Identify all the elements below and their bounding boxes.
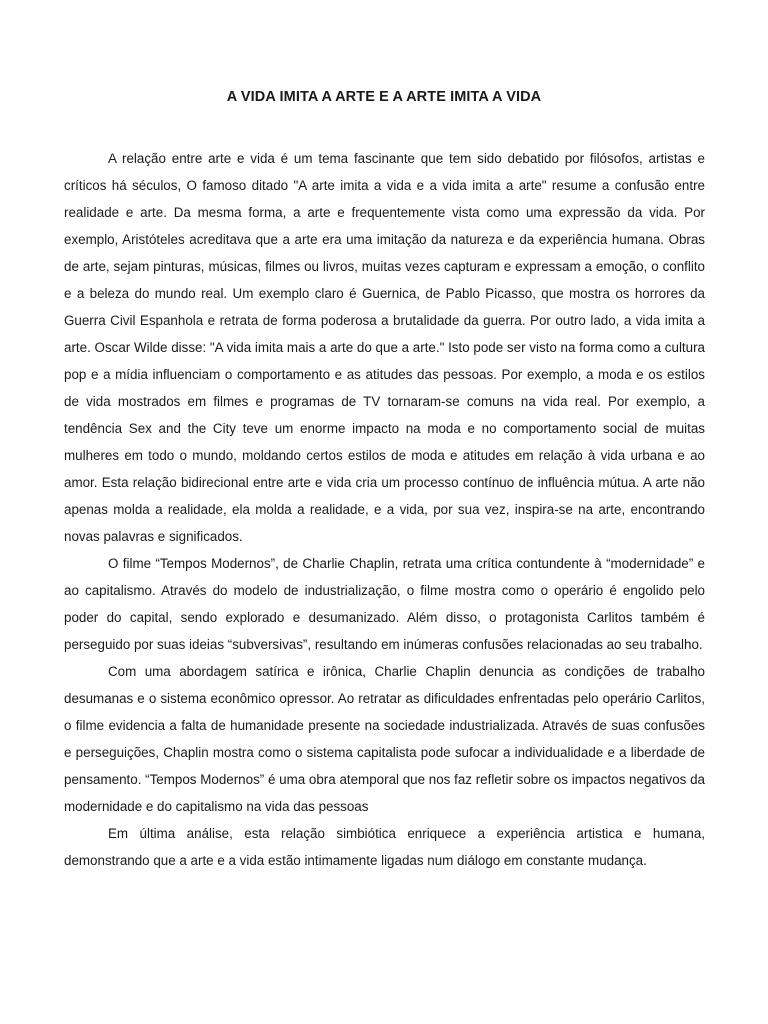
document-title: A VIDA IMITA A ARTE E A ARTE IMITA A VIDA [226,89,542,105]
paragraph-4: Em última análise, esta relação simbiótica enriquece a experiência artistica e humana, demonstrando que a arte e a vida estão intimamente ligadas num diálogo em constante mudança. [64,826,705,868]
paragraph-2: O filme “Tempos Modernos”, de Charlie Chaplin, retrata uma crítica contundente à “modernidade” e ao capitalismo. Através do modelo de industrialização, o filme mostra como o operário é engolido pelo poder do capital, sendo explorado e desumanizado. Além disso, o protagonista Carlitos também é perseguido por suas ideias “subversivas”, resultando em inúmeras confusões relacionadas ao seu trabalho. [64,556,705,652]
paragraph-3: Com uma abordagem satírica e irônica, Charlie Chaplin denuncia as condições de trabalho desumanas e o sistema econômico opressor. Ao retratar as dificuldades enfrentadas pelo operário Carlitos, o filme evidencia a falta de humanidade presente na sociedade industrializada. Através de suas confusões e perseguições, Chaplin mostra como o sistema capitalista pode sufocar a individualidade e a liberdade de pensamento. “Tempos Modernos” é uma obra atemporal que nos faz refletir sobre os impactos negativos da modernidade e do capitalismo na vida das pessoas [64,664,705,814]
document-body [64,145,705,874]
paragraph-1: A relação entre arte e vida é um tema fascinante que tem sido debatido por filósofos, artistas e críticos há séculos, O famoso ditado "A arte imita a vida e a vida imita a arte" resume a confusão entre realidade e arte. Da mesma forma, a arte e frequentemente vista como uma expressão da vida. Por exemplo, Aristóteles acreditava que a arte era uma imitação da natureza e da experiência humana. Obras de arte, sejam pinturas, músicas, filmes ou livros, muitas vezes capturam e expressam a emoção, o conflito e a beleza do mundo real. Um exemplo claro é Guernica, de Pablo Picasso, que mostra os horrores da Guerra Civil Espanhola e retrata de forma poderosa a brutalidade da guerra. Por outro lado, a vida imita a arte. Oscar Wilde disse: "A vida imita mais a arte do que a arte." Isto pode ser visto na forma como a cultura pop e a mídia influenciam o comportamento e as atitudes das pessoas. Por exemplo, a moda e os estilos de vida mostrados em filmes e programas de TV tornaram-se comuns na vida real. Por exemplo, a tendência Sex and the City teve um enorme impacto na moda e no comportamento social de muitas mulheres em todo o mundo, moldando certos estilos de moda e atitudes em relação à vida urbana e ao amor. Esta relação bidirecional entre arte e vida cria um processo contínuo de influência mútua. A arte não apenas molda a realidade, ela molda a realidade, e a vida, por sua vez, inspira-se na arte, encontrando novas palavras e significados. [64,151,705,544]
